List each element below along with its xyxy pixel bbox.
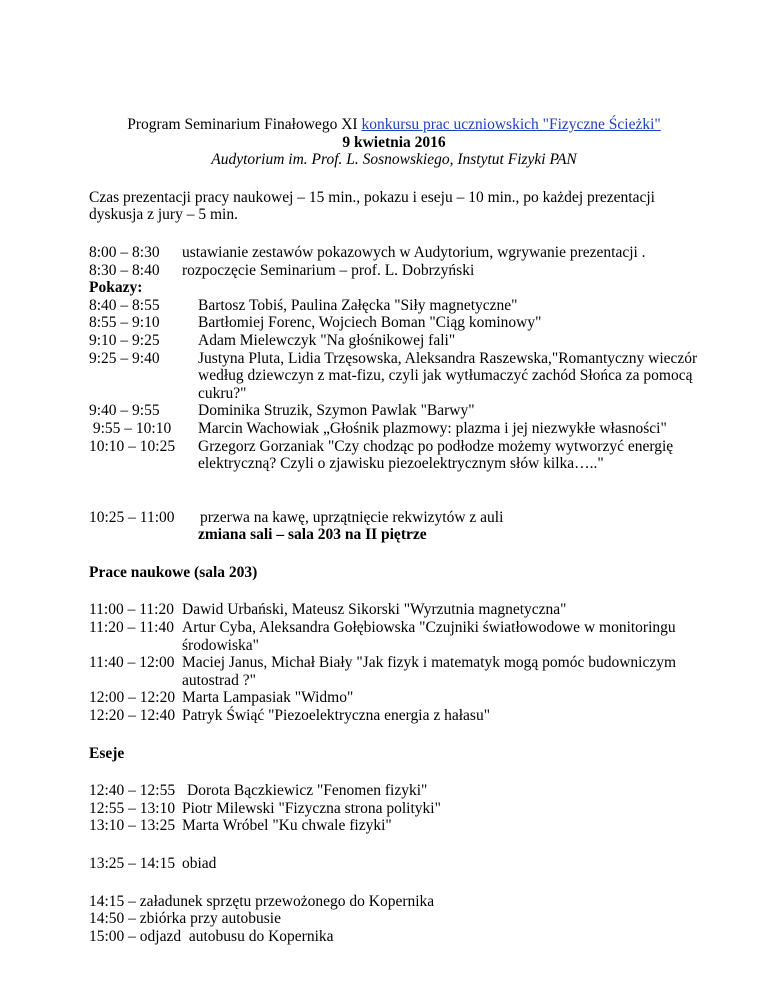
schedule-row bbox=[89, 689, 699, 707]
document-page bbox=[89, 116, 699, 945]
break-block bbox=[89, 509, 699, 544]
schedule-row bbox=[89, 332, 699, 350]
row-desc: Piotr Milewski "Fizyczna strona polityki" bbox=[182, 799, 441, 817]
row-time: 9:40 – 9:55 bbox=[89, 402, 160, 420]
schedule-row bbox=[89, 817, 699, 835]
row-desc: Grzegorz Gorzaniak "Czy chodząc po podłodze możemy wytworzyć energię elektryczną? Czyli o zjawisku piezoelektrycznym słów kilka….." bbox=[198, 437, 674, 473]
schedule-row bbox=[89, 509, 699, 527]
row-time: 11:20 – 11:40 bbox=[89, 619, 174, 637]
schedule-row bbox=[89, 601, 699, 619]
break-desc: przerwa na kawę, uprzątnięcie rekwizytów z auli bbox=[200, 508, 504, 526]
row-desc: rozpoczęcie Seminarium – prof. L. Dobrzyński bbox=[182, 261, 475, 279]
closing-line: 14:50 – zbiórka przy autobusie bbox=[89, 910, 281, 928]
row-desc: Dominika Struzik, Szymon Pawlak "Barwy" bbox=[198, 402, 475, 420]
row-desc: Dawid Urbański, Mateusz Sikorski "Wyrzutnia magnetyczna" bbox=[182, 601, 567, 619]
lunch-row bbox=[89, 855, 699, 873]
lunch-time: 13:25 – 14:15 bbox=[89, 855, 176, 872]
schedule-row bbox=[89, 420, 699, 438]
intro-text: Czas prezentacji pracy naukowej – 15 min., pokazu i eseju – 10 min., po każdej prezentacji dyskusja z jury – 5 min. bbox=[89, 188, 655, 224]
row-desc: Dorota Bączkiewicz "Fenomen fizyki" bbox=[187, 782, 428, 800]
schedule-row bbox=[89, 297, 699, 315]
closing-line: 15:00 – odjazd autobusu do Kopernika bbox=[89, 927, 334, 945]
schedule-row bbox=[89, 782, 699, 800]
row-desc: Marcin Wachowiak „Głośnik plazmowy: plazma i jej niezwykłe własności" bbox=[198, 419, 667, 437]
schedule-row bbox=[89, 314, 699, 332]
shows-schedule bbox=[89, 297, 699, 473]
row-time: 12:20 – 12:40 bbox=[89, 707, 176, 725]
event-date: 9 kwietnia 2016 bbox=[342, 133, 446, 151]
schedule-row bbox=[89, 402, 699, 420]
schedule-row bbox=[89, 800, 699, 818]
row-time: 8:55 – 9:10 bbox=[89, 314, 160, 332]
schedule-row bbox=[89, 244, 699, 262]
row-time: 9:25 – 9:40 bbox=[89, 349, 160, 367]
essays-schedule bbox=[89, 782, 699, 835]
row-time: 8:30 – 8:40 bbox=[89, 261, 160, 279]
row-time: 8:40 – 8:55 bbox=[89, 296, 160, 314]
row-desc: Justyna Pluta, Lidia Trzęsowska, Aleksandra Raszewska,"Romantyczny wieczór według dziewczyn z mat-fizu, czyli jak wytłumaczyć zachód Słońca za pomocą cukru?" bbox=[198, 349, 698, 402]
row-desc: Marta Lampasiak "Widmo" bbox=[182, 689, 354, 707]
closing-line: 14:15 – załadunek sprzętu przewożonego do Kopernika bbox=[89, 892, 435, 910]
schedule-row bbox=[89, 262, 699, 280]
row-desc: Maciej Janus, Michał Biały "Jak fizyk i matematyk mogą pomóc budowniczym autostrad ?" bbox=[182, 654, 677, 689]
shows-heading: Pokazy: bbox=[89, 279, 143, 297]
row-time: 12:40 – 12:55 bbox=[89, 782, 176, 800]
schedule-row bbox=[89, 619, 699, 654]
opening-schedule bbox=[89, 244, 699, 279]
schedule-row bbox=[89, 707, 699, 725]
event-venue: Audytorium im. Prof. L. Sosnowskiego, Instytut Fizyki PAN bbox=[211, 151, 577, 169]
contest-link[interactable]: konkursu prac uczniowskich "Fizyczne Ścieżki" bbox=[361, 116, 661, 133]
essays-heading: Eseje bbox=[89, 744, 125, 762]
row-time: 8:00 – 8:30 bbox=[89, 243, 160, 261]
row-desc: Bartłomiej Forenc, Wojciech Boman "Ciąg kominowy" bbox=[198, 314, 542, 332]
break-time: 10:25 – 11:00 bbox=[89, 508, 175, 526]
row-desc: ustawianie zestawów pokazowych w Audytorium, wgrywanie prezentacji . bbox=[182, 243, 646, 261]
schedule-row bbox=[89, 438, 699, 473]
room-change-note: zmiana sali – sala 203 na II piętrze bbox=[198, 526, 427, 544]
title-prefix: Program Seminarium Finałowego XI bbox=[127, 116, 362, 133]
closing-schedule bbox=[89, 893, 699, 946]
row-time: 13:10 – 13:25 bbox=[89, 817, 176, 835]
research-schedule bbox=[89, 601, 699, 724]
row-desc: Marta Wróbel "Ku chwale fizyki" bbox=[182, 817, 392, 835]
row-time: 11:00 – 11:20 bbox=[89, 601, 174, 619]
research-heading: Prace naukowe (sala 203) bbox=[89, 563, 258, 581]
row-time: 11:40 – 12:00 bbox=[89, 654, 175, 672]
row-desc: Artur Cyba, Aleksandra Gołębiowska "Czujniki światłowodowe w monitoringu środowiska" bbox=[182, 619, 676, 654]
row-time: 10:10 – 10:25 bbox=[89, 437, 176, 455]
lunch-desc: obiad bbox=[182, 855, 217, 872]
row-desc: Bartosz Tobiś, Paulina Załęcka "Siły magnetyczne" bbox=[198, 296, 518, 314]
row-desc: Adam Mielewczyk "Na głośnikowej fali" bbox=[198, 331, 456, 349]
row-time: 12:00 – 12:20 bbox=[89, 689, 176, 707]
schedule-row bbox=[89, 350, 699, 403]
program-title bbox=[89, 116, 699, 134]
row-desc: Patryk Świąć "Piezoelektryczna energia z hałasu" bbox=[182, 707, 491, 725]
schedule-row bbox=[89, 654, 699, 689]
row-time: 9:10 – 9:25 bbox=[89, 331, 160, 349]
row-time: 9:55 – 10:10 bbox=[89, 419, 172, 437]
schedule-row bbox=[89, 526, 699, 544]
row-time: 12:55 – 13:10 bbox=[89, 799, 176, 817]
